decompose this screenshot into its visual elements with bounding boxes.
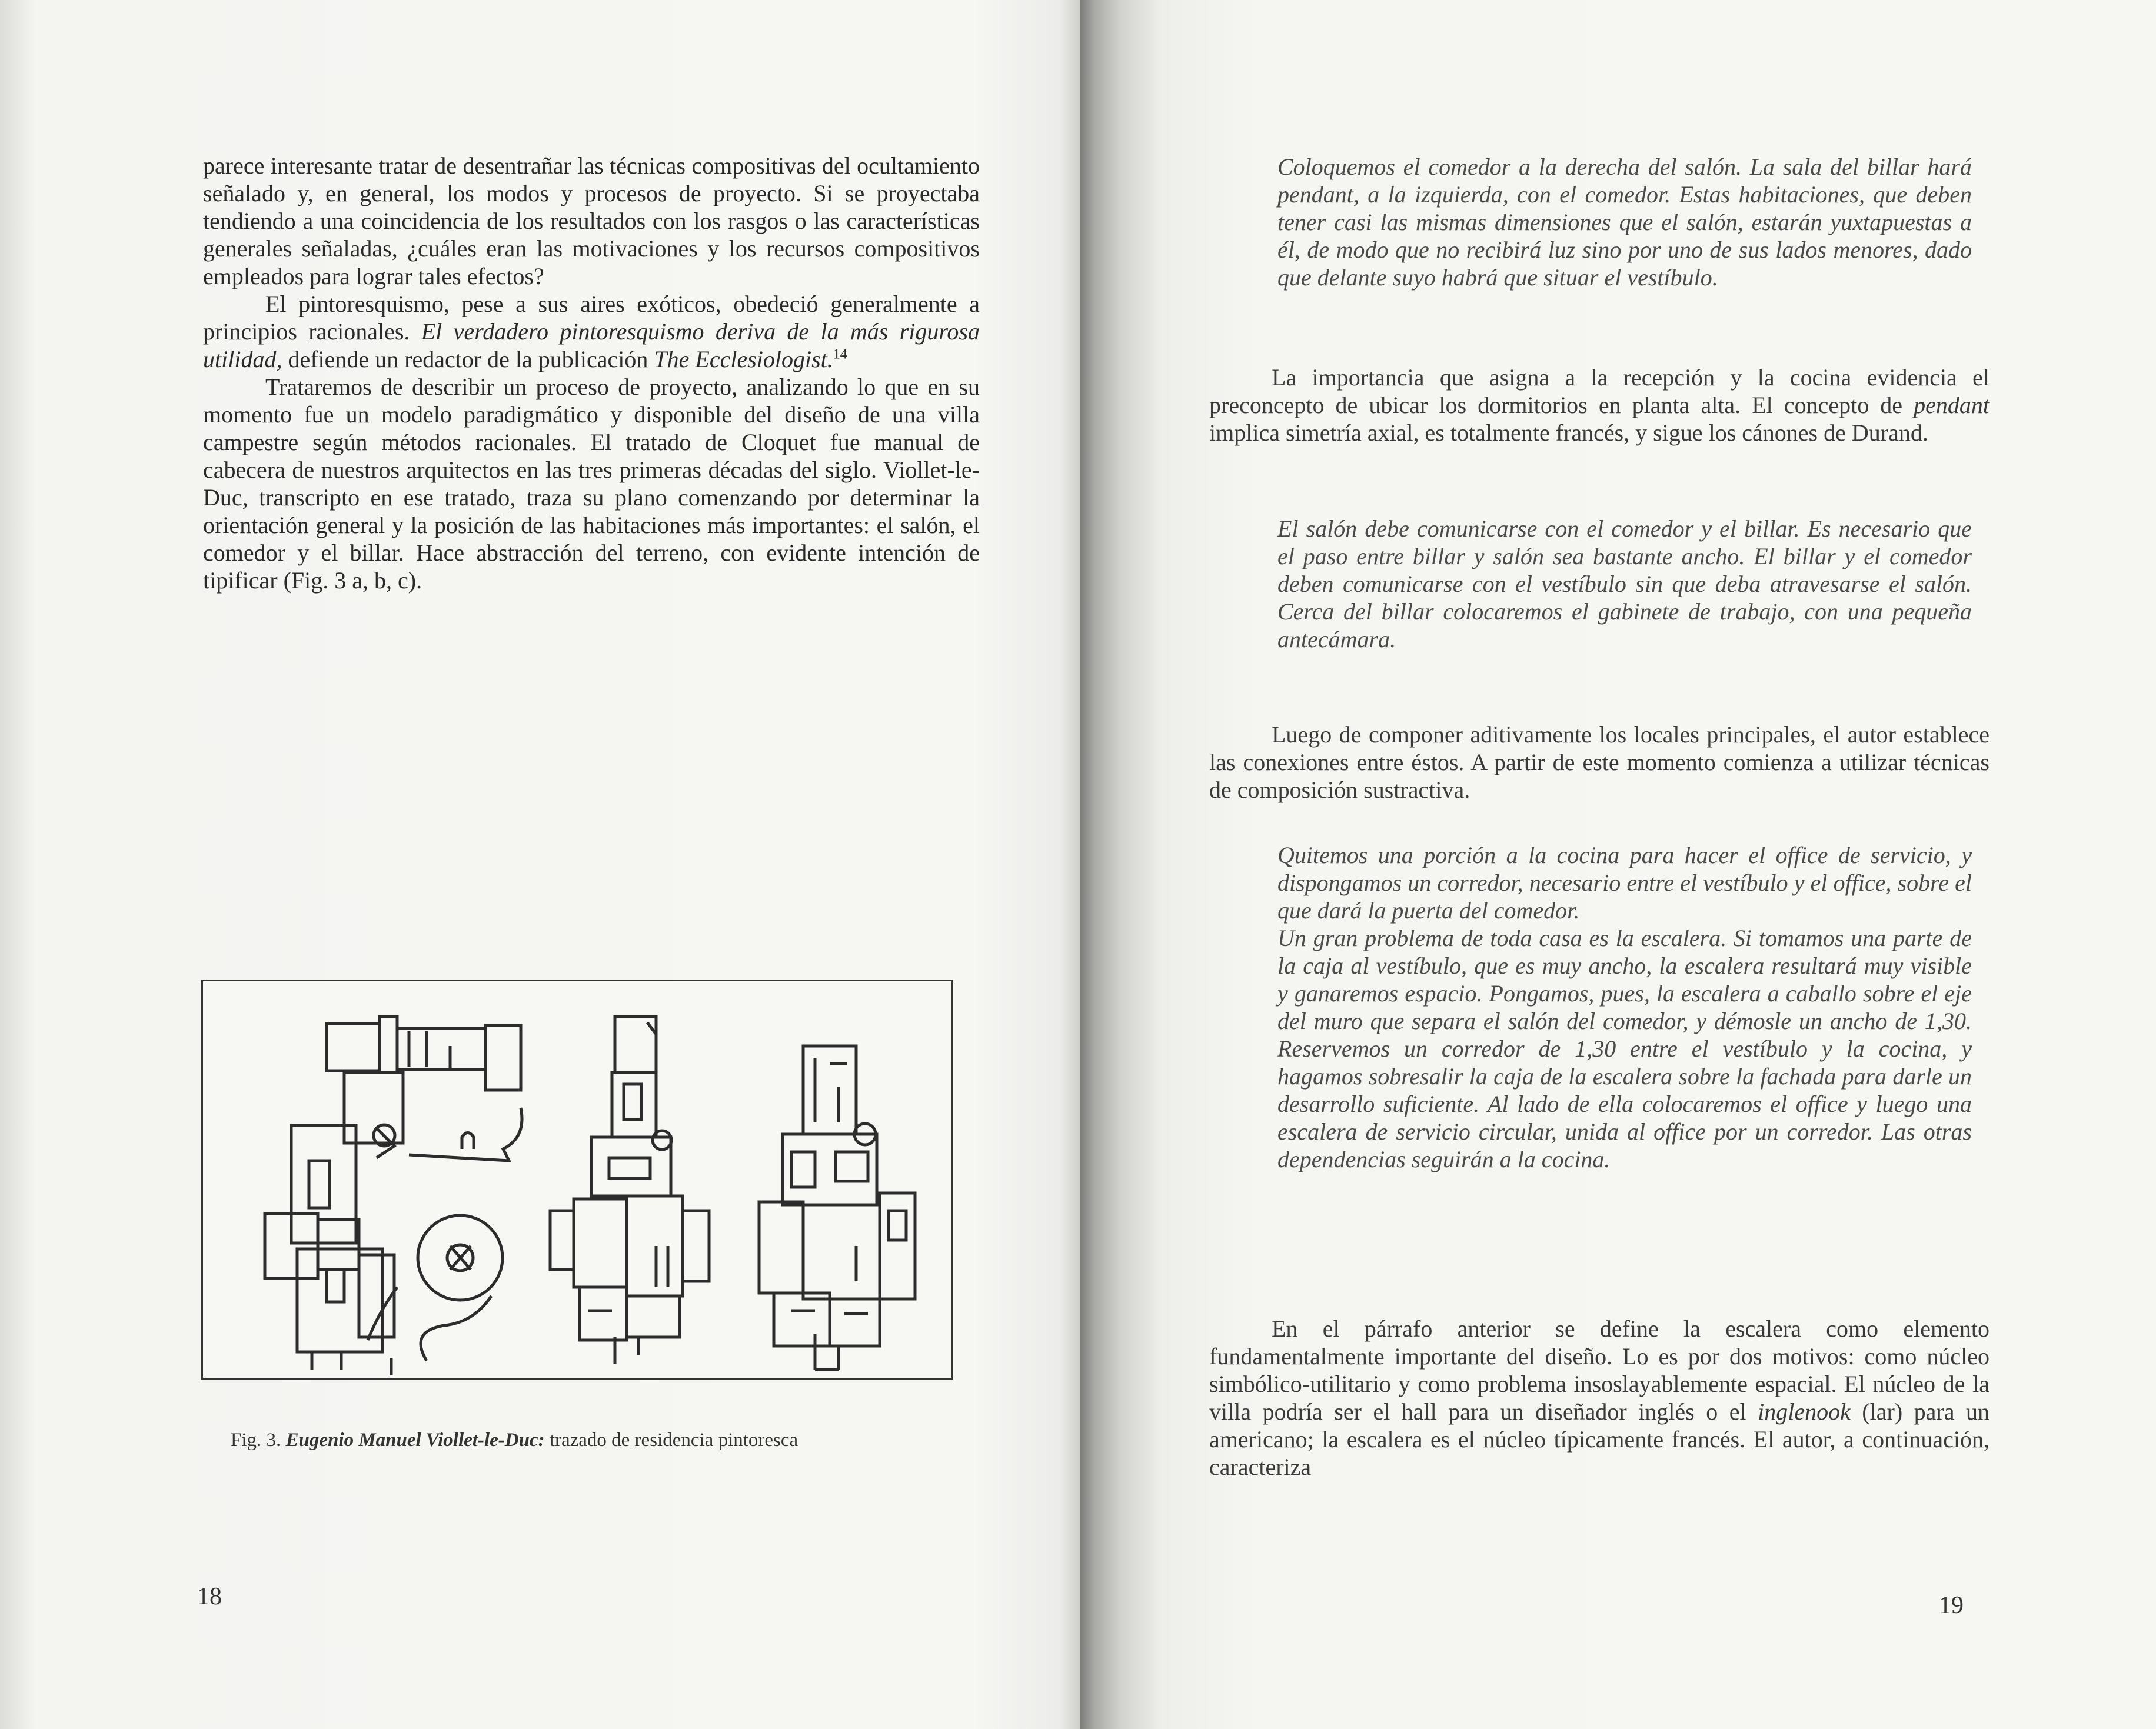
figure-caption: Fig. 3. Eugenio Manuel Viollet-le-Duc: trazado de residencia pintoresca xyxy=(231,1430,798,1451)
floor-plan-b xyxy=(550,1017,709,1364)
floor-plan-a xyxy=(265,1017,522,1375)
footnote-marker: 14 xyxy=(833,347,847,362)
paragraph-1: parece interesante tratar de desentrañar las técnicas compositivas del ocultamiento señalado y, en general, los modos y procesos de proyecto. Si se proyectaba tendiendo a una coincidencia de los resultados con los rasgos o las características generales señaladas, ¿cuáles eran las motivaciones y los recursos compositivos empleados para lograr tales efectos? xyxy=(203,152,980,289)
right-paragraph-2: Luego de componer aditivamente los locales principales, el autor establece las conexiones entre éstos. A partir de este momento comienza a utilizar técnicas de composición sustractiva. xyxy=(1209,721,1989,803)
right-paragraph-1: La importancia que asigna a la recepción y la cocina evidencia el preconcepto de ubicar los dormitorios en planta alta. El concepto de pendant implica simetría axial, es totalmente francés, y sigue los cánones de Durand. xyxy=(1209,364,1989,446)
paragraph-2: El pintoresquismo, pese a sus aires exóticos, obedeció generalmente a principios racionales. El verdadero pintoresquismo deriva de la más rigurosa utilidad, defiende un redactor de la publicación The Ecclesiologist.$^{14}$ xyxy=(203,291,980,372)
figure-floor-plans xyxy=(201,980,953,1380)
right-page xyxy=(1080,0,2156,1729)
floor-plans-drawing xyxy=(203,981,955,1381)
paragraph-3: Trataremos de describir un proceso de proyecto, analizando lo que en su momento fue un modelo paradigmático y disponible del diseño de una villa campestre según métodos racionales. El tratado de Cloquet fue manual de cabecera de nuestros arquitectos en las tres primeras décadas del siglo. Viollet-le-Duc, transcripto en ese tratado, traza su plano comenzando por determinar la orientación general y la posición de las habitaciones más importantes: el salón, el comedor y el billar. Hace abstracción del terreno, con evidente intención de tipificar (Fig. 3 a, b, c). xyxy=(203,374,980,594)
quote-3: Quitemos una porción a la cocina para hacer el office de servicio, y dispongamos un corredor, necesario entre el vestíbulo y el office, sobre el que dará la puerta del comedor. Un gran problema de toda casa es la escalera. Si tomamos una parte de la caja al vestíbulo, que es muy ancho, la escalera resultará muy visible y ganaremos espacio. Pongamos, pues, la escalera a caballo sobre el eje del muro que separa el salón del comedor, y démosle un ancho de 1,30. Reservemos un corredor de 1,30 entre el vestíbulo y la cocina, y hagamos sobresalir la caja de la escalera sobre la fachada para darle un desarrollo suficiente. Al lado de ella colocaremos el office y luego una escalera de servicio circular, unida al office por un corredor. Las otras dependencias seguirán a la cocina. xyxy=(1277,842,1972,1172)
page-number-right: 19 xyxy=(1939,1592,1964,1619)
page-number-left: 18 xyxy=(197,1583,222,1610)
quote-1: Coloquemos el comedor a la derecha del salón. La sala del billar hará pendant, a la izquierda, con el comedor. Estas habitaciones, que deben tener casi las mismas dimensiones que el salón, estarán yuxtapuestas a él, de modo que no recibirá luz sino por uno de sus lados menores, dado que delante suyo habrá que situar el vestíbulo. xyxy=(1277,154,1972,291)
quote-2: El salón debe comunicarse con el comedor y el billar. Es necesario que el paso entre billar y salón sea bastante ancho. El billar y el comedor deben comunicarse con el vestíbulo sin que deba atravesarse el salón. Cerca del billar colocaremos el gabinete de trabajo, con una pequeña antecámara. xyxy=(1277,515,1972,652)
floor-plan-c xyxy=(759,1046,915,1370)
left-text-column xyxy=(203,152,980,594)
right-paragraph-3: En el párrafo anterior se define la escalera como elemento fundamentalmente importante del diseño. Lo es por dos motivos: como núcleo simbólico-utilitario y como problema insoslayablemente espacial. El núcleo de la villa podría ser el hall para un diseñador inglés o el inglenook (lar) para un americano; la escalera es el núcleo típicamente francés. El autor, a continuación, caracteriza xyxy=(1209,1315,1990,1480)
